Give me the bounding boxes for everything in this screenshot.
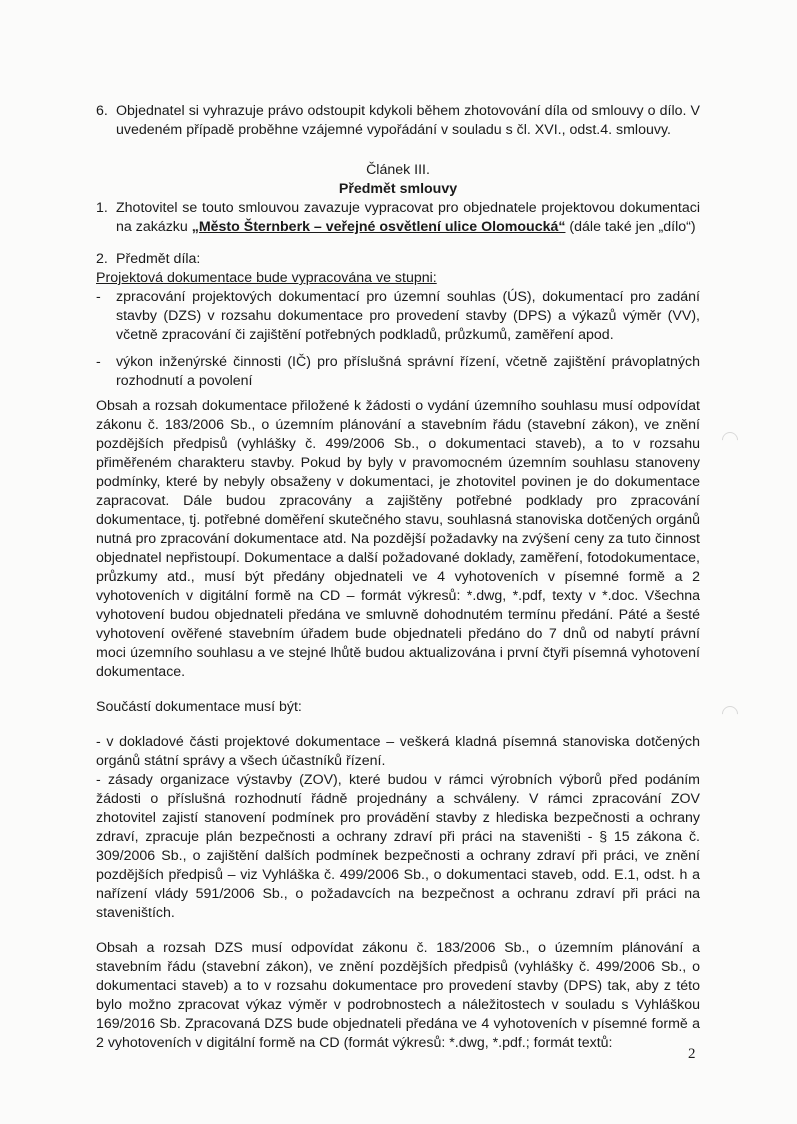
point-2 [96,250,700,269]
paragraph-number: 6. [96,103,108,119]
point-number: 1. [96,200,108,216]
project-name: „Město Šternberk – veřejné osvětlení ulice Olomoucká“ [191,219,566,235]
point-1 [96,199,700,237]
dash: - [96,354,101,370]
article-title: Předmět smlouvy [338,181,458,197]
article-heading: Článek III. [366,162,430,178]
paragraph-soucasti: Součástí dokumentace musí být: [96,699,302,715]
paragraph-6 [96,102,700,140]
paragraph-doklady: - v dokladové části projektové dokumentace – veškerá kladná písemná stanoviska dotčených orgánů státní správy a všech účastníků řízení. [96,734,700,769]
point-text-before: Zhotovitel se touto smlouvou zavazuje vypracovat pro objednatele projektovou dokumentaci na zakázku [116,200,700,235]
list-item [96,288,700,345]
point-label: Předmět díla: [116,251,201,267]
scan-artifact [719,703,742,726]
list-item-text: zpracování projektových dokumentací pro územní souhlas (ÚS), dokumentací pro zadání stavby (DZS) v rozsahu dokumentace pro provedení stavby (DPS) a výkazů výměr (VV), včetně zpracování či zajištění potřebných podkladů, průzkumů, zaměření apod. [116,289,700,343]
page-number: 2 [688,1046,696,1062]
point-text [116,199,700,237]
documentation-stage-intro: Projektová dokumentace bude vypracována ve stupni: [96,270,437,286]
point-number: 2. [96,251,108,267]
paragraph-text: Objednatel si vyhrazuje právo odstoupit kdykoli během zhotovování díla od smlouvy o dílo. V uvedeném případě proběhne vzájemné vypořádání v souladu s čl. XVI., odst.4. smlouvy. [116,103,700,138]
document-body [96,102,700,1053]
list-item [96,353,700,391]
paragraph-dzs: Obsah a rozsah DZS musí odpovídat zákonu č. 183/2006 Sb., o územním plánování a stavebním řádu (stavební zákon), ve znění pozdějších předpisů (vyhlášky č. 499/2006 Sb., o dokumentaci staveb) a to v rozsahu dokumentace pro provedení stavby (DPS) tak, aby z této bylo možno zpracovat výkaz výměr v podrobnostech a náležitostech v souladu s Vyhláškou 169/2016 Sb. Zpracovaná DZS bude objednateli předána ve 4 vyhotoveních v písemné formě a 2 vyhotoveních v digitální formě na CD (formát výkresů: *.dwg, *.pdf.; formát textů: [96,940,700,1051]
point-text-after: (dále také jen „dílo“) [565,219,696,235]
paragraph-zov: - zásady organizace výstavby (ZOV), které budou v rámci výrobních výborů před podáním žádosti o příslušná rozhodnutí řádně projednány a schváleny. V rámci zpracování ZOV zhotovitel zajistí stanovení podmínek pro provádění stavby z hlediska bezpečnosti a ochrany zdraví, zpracuje plán bezpečnosti a ochrany zdraví při práci na staveništi - § 15 zákona č. 309/2006 Sb., o zajištění dalších podmínek bezpečnosti a ochrany zdraví při práci, ve znění pozdějších předpisů – viz Vyhláška č. 499/2006 Sb., o dokumentaci staveb, odd. E.1, odst. h a nařízení vlády 591/2006 Sb., o požadavcích na bezpečnost a ochranu zdraví při práci na staveništích. [96,772,700,921]
scan-artifact [719,429,742,452]
list-item-text: výkon inženýrské činnosti (IČ) pro příslušná správní řízení, včetně zajištění právoplatných rozhodnutí a povolení [116,354,700,389]
dash: - [96,289,101,305]
paragraph-obsah: Obsah a rozsah dokumentace přiložené k žádosti o vydání územního souhlasu musí odpovídat zákonu č. 183/2006 Sb., o územním plánování a stavebním řádu (stavební zákon), ve znění pozdějších předpisů (vyhlášky č. 499/2006 Sb., o dokumentaci staveb), a to v rozsahu přiměřeném charakteru stavby. Pokud by byly v pravomocném územním souhlasu stanoveny podmínky, které by nebyly obsaženy v dokumentaci, je zhotovitel povinen je do dokumentace zapracovat. Dále budou zpracovány a zajištěny potřebné podklady pro zpracování dokumentace, tj. potřebné doměření skutečného stavu, souhlasná stanoviska dotčených orgánů nutná pro zpracování dokumentace atd. Na pozdější požadavky na zvýšení ceny za tuto činnost objednatel nepřistoupí. Dokumentace a další požadované doklady, zaměření, fotodokumentace, průzkumy atd., musí být předány objednateli ve 4 vyhotoveních v písemné formě a 2 vyhotoveních v digitální formě na CD – formát výkresů: *.dwg, *.pdf, texty v *.doc. Všechna vyhotovení budou objednateli předána ve smluvně dohodnutém termínu předání. Páté a šesté vyhotovení ověřené stavebním úřadem bude objednateli předáno do 7 dnů od nabytí právní moci územního souhlasu a ve stejné lhůtě budou aktualizována i první čtyři písemná vyhotovení dokumentace. [96,398,700,680]
